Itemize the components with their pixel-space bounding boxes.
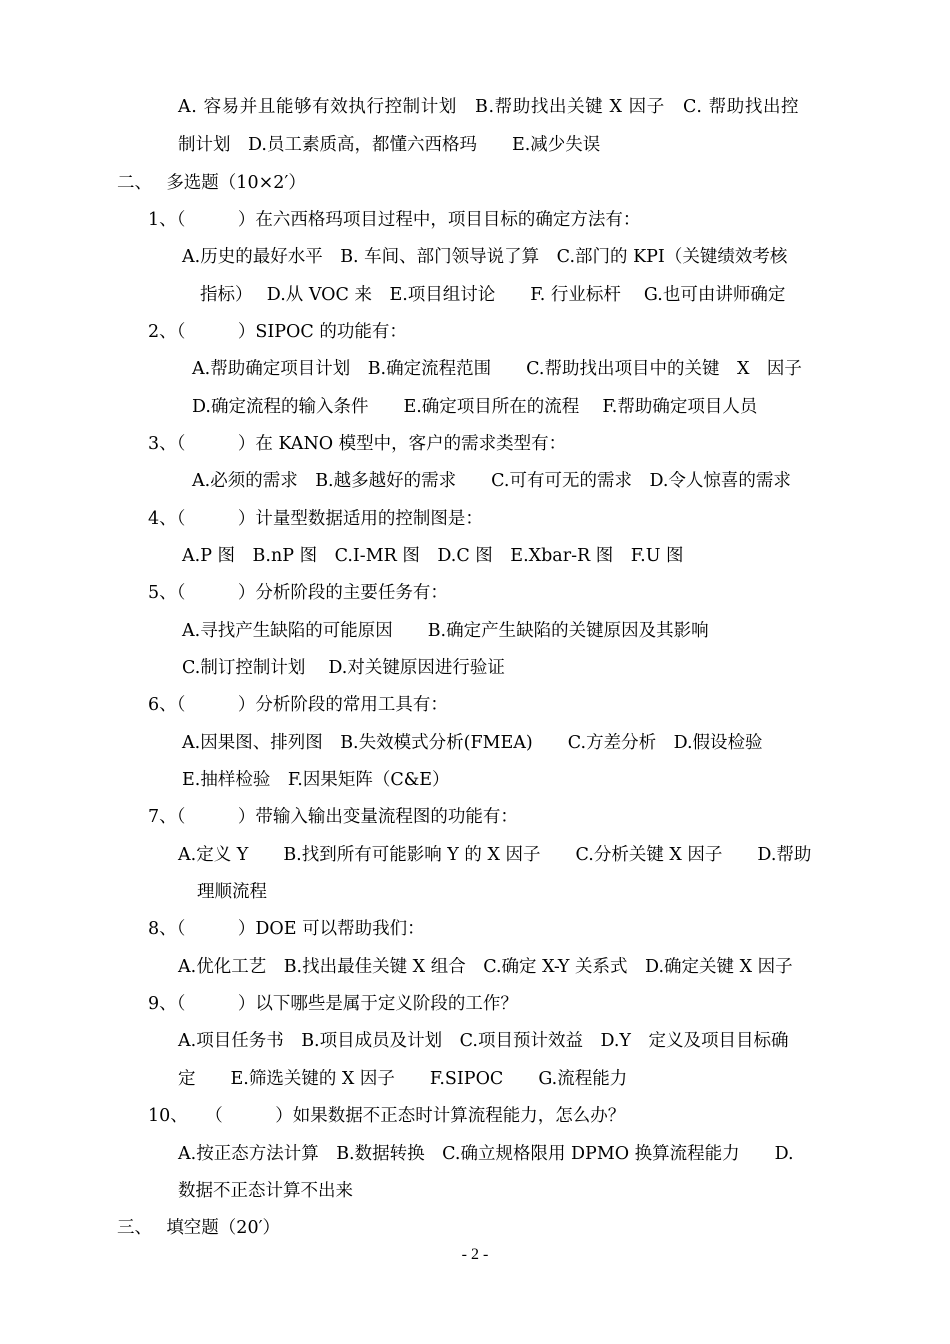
question-stem: 2、（ ）SIPOC 的功能有： (148, 322, 407, 342)
option-line: A.必须的需求 B.越多越好的需求 C.可有可无的需求 D.令人惊喜的需求 (192, 471, 791, 491)
option-line: A.定义 Y B.找到所有可能影响 Y 的 X 因子 C.分析关键 X 因子 D.帮助 (178, 845, 812, 865)
option-line: 数据不正态计算不出来 (178, 1181, 353, 1201)
option-line: C.制订控制计划 D.对关键原因进行验证 (182, 658, 505, 678)
question-stem: 4、（ ）计量型数据适用的控制图是： (148, 509, 483, 529)
option-line: 定 E.筛选关键的 X 因子 F.SIPOC G.流程能力 (178, 1069, 628, 1089)
question-stem: 6、（ ）分析阶段的常用工具有： (148, 695, 448, 715)
option-line: A.按正态方法计算 B.数据转换 C.确立规格限用 DPMO 换算流程能力 D. (178, 1144, 794, 1164)
option-line: A.P 图 B.nP 图 C.I-MR 图 D.C 图 E.Xbar-R 图 F.U 图 (182, 546, 684, 566)
option-line: A. 容易并且能够有效执行控制计划 B.帮助找出关键 X 因子 C. 帮助找出控 (178, 97, 800, 117)
option-line: E.抽样检验 F.因果矩阵（C&E） (182, 770, 450, 790)
option-line: D.确定流程的输入条件 E.确定项目所在的流程 F.帮助确定项目人员 (192, 397, 758, 417)
page-number: - 2 - (461, 1246, 489, 1263)
question-stem: 10、 （ ）如果数据不正态时计算流程能力，怎么办？ (148, 1106, 626, 1126)
question-stem: 3、（ ）在 KANO 模型中，客户的需求类型有： (148, 434, 567, 454)
question-stem: 5、（ ）分析阶段的主要任务有： (148, 583, 448, 603)
option-line: A.历史的最好水平 B. 车间、部门领导说了算 C.部门的 KPI（关键绩效考核 (182, 247, 788, 267)
option-line: 理顺流程 (197, 882, 267, 902)
question-stem: 8、（ ）DOE 可以帮助我们： (148, 919, 425, 939)
option-line: 指标） D.从 VOC 来 E.项目组讨论 F. 行业标杆 G.也可由讲师确定 (200, 285, 786, 305)
option-line: A.因果图、排列图 B.失效模式分析(FMEA) C.方差分析 D.假设检验 (182, 733, 763, 753)
question-stem: 1、（ ）在六西格玛项目过程中，项目目标的确定方法有： (148, 210, 641, 230)
section-heading: 三、 填空题（20′） (117, 1218, 281, 1238)
option-line: A.项目任务书 B.项目成员及计划 C.项目预计效益 D.Y 定义及项目目标确 (178, 1031, 789, 1051)
option-line: A.优化工艺 B.找出最佳关键 X 组合 C.确定 X-Y 关系式 D.确定关键 X 因子 (178, 957, 793, 977)
question-stem: 9、（ ）以下哪些是属于定义阶段的工作？ (148, 994, 518, 1014)
section-heading: 二、 多选题（10×2′） (117, 173, 306, 193)
option-line: 制计划 D.员工素质高，都懂六西格玛 E.减少失误 (178, 135, 601, 155)
option-line: A.帮助确定项目计划 B.确定流程范围 C.帮助找出项目中的关键 X 因子 (192, 359, 802, 379)
question-stem: 7、（ ）带输入输出变量流程图的功能有： (148, 807, 518, 827)
option-line: A.寻找产生缺陷的可能原因 B.确定产生缺陷的关键原因及其影响 (182, 621, 709, 641)
